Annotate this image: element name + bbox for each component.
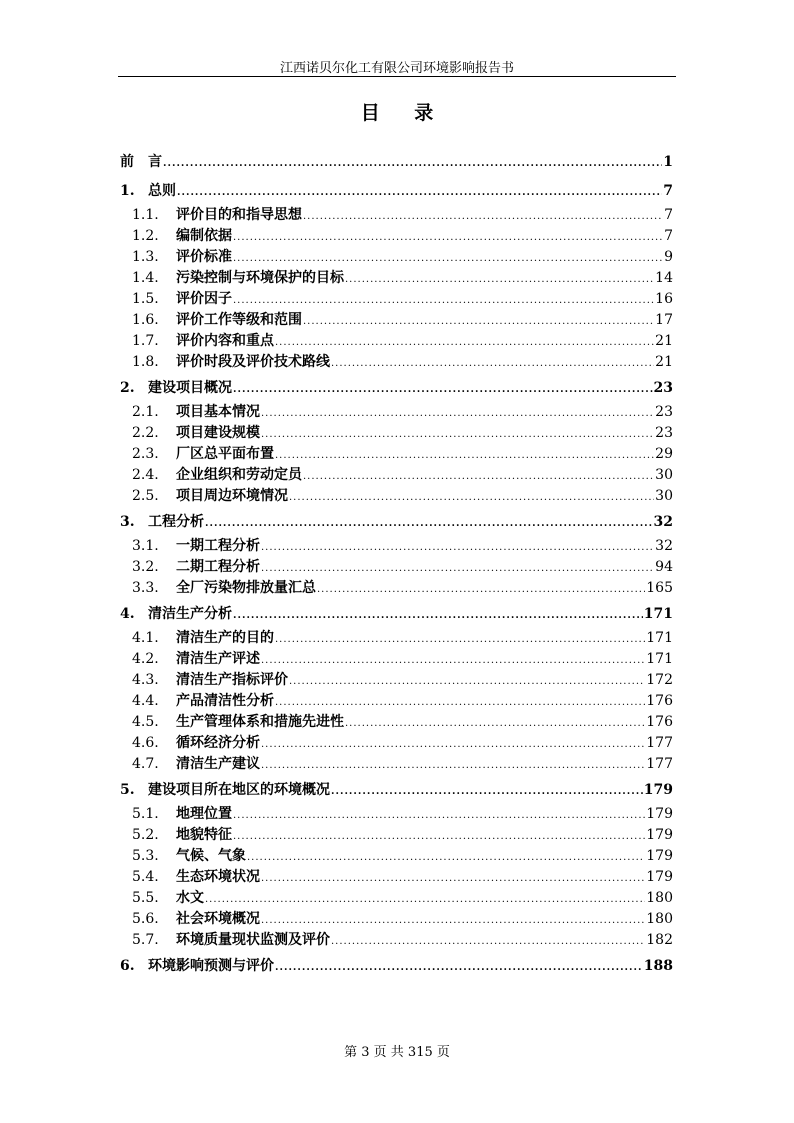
toc-entry-number: 5.2. (132, 827, 159, 843)
toc-leader-dots (331, 358, 654, 369)
toc-entry-number: 3.1. (132, 538, 159, 554)
toc-entry-number: 2.4. (132, 467, 159, 483)
toc-leader-dots (303, 471, 654, 482)
toc-entry-number: 4. (120, 606, 135, 622)
toc-section-entry[interactable] (120, 908, 673, 929)
toc-entry-page-number: 171 (646, 630, 673, 646)
toc-leader-dots (331, 786, 643, 797)
toc-entry-number: 4.3. (132, 672, 159, 688)
toc-entry-page-number: 30 (655, 488, 673, 504)
toc-leader-dots (233, 295, 654, 306)
toc-entry-number: 3.2. (132, 559, 159, 575)
toc-section-entry[interactable] (120, 535, 673, 556)
toc-entry-label: 地理位置 (176, 806, 232, 822)
toc-entry-number: 5.6. (132, 911, 159, 927)
toc-entry-label: 地貌特征 (176, 827, 232, 843)
toc-entry-page-number: 30 (655, 467, 673, 483)
toc-leader-dots (233, 253, 663, 264)
toc-leader-dots (247, 852, 645, 863)
toc-leader-dots (331, 936, 645, 947)
toc-entry-page-number: 176 (646, 714, 673, 730)
toc-leader-dots (205, 894, 645, 905)
toc-entry-number: 1.7. (132, 333, 159, 349)
toc-entry-page-number: 172 (646, 672, 673, 688)
toc-entry-page-number: 182 (646, 932, 673, 948)
toc-leader-dots (275, 697, 645, 708)
toc-leader-dots (261, 429, 654, 440)
toc-leader-dots (275, 450, 654, 461)
toc-section-entry[interactable] (120, 485, 673, 506)
toc-entry-label: 清洁生产指标评价 (176, 672, 288, 688)
toc-entry-number: 3.3. (132, 580, 159, 596)
toc-leader-dots (233, 610, 643, 621)
toc-chapter-entry[interactable] (120, 180, 673, 204)
toc-leader-dots (275, 337, 654, 348)
toc-section-entry[interactable] (120, 669, 673, 690)
toc-entry-label: 清洁生产的目的 (176, 630, 274, 646)
toc-entry-label: 气候、气象 (176, 848, 246, 864)
toc-chapter-entry[interactable] (120, 603, 673, 627)
toc-entry-label: 环境质量现状监测及评价 (176, 932, 330, 948)
toc-entry-label: 企业组织和劳动定员 (176, 467, 302, 483)
toc-entry-label: 项目建设规模 (176, 425, 260, 441)
toc-entry-number: 1.4. (132, 270, 159, 286)
toc-entry-label: 项目基本情况 (176, 404, 260, 420)
toc-entry-number: 5.7. (132, 932, 159, 948)
toc-entry-number: 3. (120, 514, 135, 530)
toc-entry-page-number: 14 (655, 270, 673, 286)
toc-entry-label: 评价标准 (176, 249, 232, 265)
toc-section-entry[interactable] (120, 267, 673, 288)
toc-entry-page-number: 177 (646, 756, 673, 772)
toc-entry-number: 4.4. (132, 693, 159, 709)
toc-entry-page-number: 32 (653, 514, 673, 530)
toc-entry-page-number: 179 (646, 869, 673, 885)
toc-entry-label: 建设项目概况 (148, 380, 232, 396)
toc-leader-dots (303, 211, 663, 222)
toc-entry-page-number: 188 (643, 958, 673, 974)
toc-entry-label: 评价因子 (176, 291, 232, 307)
toc-section-entry[interactable] (120, 732, 673, 753)
toc-section-entry[interactable] (120, 824, 673, 845)
toc-entry-page-number: 7 (663, 183, 673, 199)
page-footer: 第 3 页 共 315 页 (344, 1045, 450, 1060)
toc-chapter-entry[interactable] (120, 779, 673, 803)
toc-leader-dots (303, 316, 654, 327)
toc-entry-number: 2.5. (132, 488, 159, 504)
toc-entry-label: 清洁生产评述 (176, 651, 260, 667)
toc-section-entry[interactable] (120, 443, 673, 464)
toc-leader-dots (233, 810, 645, 821)
toc-leader-dots (289, 492, 654, 503)
toc-entry-number: 4.1. (132, 630, 159, 646)
toc-section-entry[interactable] (120, 309, 673, 330)
toc-leader-dots (261, 760, 645, 771)
toc-section-entry[interactable] (120, 401, 673, 422)
toc-leader-dots (233, 384, 653, 395)
toc-entry-page-number: 29 (655, 446, 673, 462)
toc-entry-number: 4.7. (132, 756, 159, 772)
toc-leader-dots (233, 232, 663, 243)
toc-entry-number: 2. (120, 380, 135, 396)
toc-leader-dots (261, 542, 654, 553)
toc-entry-label: 社会环境概况 (176, 911, 260, 927)
toc-leader-dots (275, 962, 643, 973)
toc-leader-dots (289, 676, 645, 687)
toc-section-entry[interactable] (120, 225, 673, 246)
toc-entry-label: 一期工程分析 (176, 538, 260, 554)
toc-entry-page-number: 179 (643, 782, 673, 798)
toc-entry-label: 前 言 (120, 154, 162, 170)
toc-entry-page-number: 21 (655, 354, 673, 370)
toc-entry-label: 项目周边环境情况 (176, 488, 288, 504)
toc-leader-dots (345, 718, 645, 729)
toc-entry-page-number: 180 (646, 911, 673, 927)
toc-leader-dots (261, 563, 654, 574)
toc-entry-number: 6. (120, 958, 135, 974)
toc-entry-label: 总则 (148, 183, 176, 199)
toc-entry-number: 5.3. (132, 848, 159, 864)
toc-entry-label: 循环经济分析 (176, 735, 260, 751)
toc-section-entry[interactable] (120, 204, 673, 225)
toc-entry-page-number: 32 (655, 538, 673, 554)
toc-entry-page-number: 165 (646, 580, 673, 596)
toc-entry-label: 全厂污染物排放量汇总 (176, 580, 316, 596)
toc-entry-page-number: 94 (655, 559, 673, 575)
toc-entry-label: 生产管理体系和措施先进性 (176, 714, 344, 730)
toc-entry-number: 1. (120, 183, 135, 199)
toc-entry-label: 清洁生产分析 (148, 606, 232, 622)
toc-chapter-entry[interactable] (120, 377, 673, 401)
toc-entry-label: 产品清洁性分析 (176, 693, 274, 709)
toc-entry-label: 环境影响预测与评价 (148, 958, 274, 974)
toc-leader-dots (163, 158, 662, 169)
toc-entry-label: 编制依据 (176, 228, 232, 244)
toc-leader-dots (261, 655, 645, 666)
toc-chapter-entry[interactable] (120, 955, 673, 979)
toc-section-entry[interactable] (120, 351, 673, 372)
toc-entry-label: 工程分析 (148, 514, 204, 530)
toc-entry-page-number: 1 (663, 154, 673, 170)
toc-section-entry[interactable] (120, 288, 673, 309)
toc-section-entry[interactable] (120, 711, 673, 732)
toc-entry-number: 4.5. (132, 714, 159, 730)
toc-entry-number: 1.5. (132, 291, 159, 307)
toc-entry-page-number: 176 (646, 693, 673, 709)
toc-section-entry[interactable] (120, 556, 673, 577)
toc-section-entry[interactable] (120, 330, 673, 351)
toc-entry-number: 2.1. (132, 404, 159, 420)
toc-entry-label: 评价工作等级和范围 (176, 312, 302, 328)
toc-entry-number: 1.1. (132, 207, 159, 223)
toc-entry-page-number: 23 (655, 404, 673, 420)
toc-entry-number: 1.3. (132, 249, 159, 265)
toc-leader-dots (261, 915, 645, 926)
toc-entry-page-number: 177 (646, 735, 673, 751)
toc-entry-page-number: 23 (653, 380, 673, 396)
toc-entry-page-number: 179 (646, 827, 673, 843)
toc-entry-label: 污染控制与环境保护的目标 (176, 270, 344, 286)
toc-section-entry[interactable] (120, 577, 673, 598)
toc-entry-page-number: 16 (655, 291, 673, 307)
toc-entry-page-number: 171 (646, 651, 673, 667)
toc-leader-dots (233, 831, 645, 842)
toc-section-entry[interactable] (120, 422, 673, 443)
toc-leader-dots (345, 274, 654, 285)
toc-entry-page-number: 179 (646, 848, 673, 864)
toc-section-entry[interactable] (120, 690, 673, 711)
header-divider (118, 76, 676, 77)
toc-entry-label: 水文 (176, 890, 204, 906)
toc-chapter-entry[interactable] (120, 511, 673, 535)
toc-entry-label: 生态环境状况 (176, 869, 260, 885)
toc-entry-number: 1.2. (132, 228, 159, 244)
toc-section-entry[interactable] (120, 648, 673, 669)
toc-entry-label: 厂区总平面布置 (176, 446, 274, 462)
toc-entry-page-number: 7 (664, 207, 673, 223)
toc-section-entry[interactable] (120, 753, 673, 774)
page-header: 江西诺贝尔化工有限公司环境影响报告书 (279, 61, 514, 76)
toc-section-entry[interactable] (120, 929, 673, 950)
toc-entry-page-number: 179 (646, 806, 673, 822)
toc-entry-number: 2.2. (132, 425, 159, 441)
toc-entry-number: 1.8. (132, 354, 159, 370)
toc-entry-number: 4.6. (132, 735, 159, 751)
toc-section-entry[interactable] (120, 246, 673, 267)
toc-leader-dots (317, 584, 645, 595)
toc-entry-label: 建设项目所在地区的环境概况 (148, 782, 330, 798)
toc-entry-page-number: 7 (664, 228, 673, 244)
toc-entry-page-number: 17 (655, 312, 673, 328)
toc-section-entry[interactable] (120, 464, 673, 485)
toc-leader-dots (205, 518, 653, 529)
toc-entry-label: 清洁生产建议 (176, 756, 260, 772)
toc-leader-dots (177, 187, 662, 198)
toc-entry-label: 评价目的和指导思想 (176, 207, 302, 223)
toc-entry-page-number: 171 (643, 606, 673, 622)
toc-leader-dots (261, 873, 645, 884)
toc-entry-number: 5. (120, 782, 135, 798)
toc-entry-number: 2.3. (132, 446, 159, 462)
toc-section-entry[interactable] (120, 845, 673, 866)
toc-entry-page-number: 23 (655, 425, 673, 441)
toc-leader-dots (275, 634, 645, 645)
toc-entry-label: 二期工程分析 (176, 559, 260, 575)
toc-entry-number: 5.4. (132, 869, 159, 885)
toc-section-entry[interactable] (120, 627, 673, 648)
toc-leader-dots (261, 739, 645, 750)
toc-entry-number: 1.6. (132, 312, 159, 328)
toc-entry-label: 评价时段及评价技术路线 (176, 354, 330, 370)
toc-section-entry[interactable] (120, 803, 673, 824)
toc-chapter-entry[interactable] (120, 151, 673, 175)
toc-entry-page-number: 180 (646, 890, 673, 906)
toc-entry-number: 5.5. (132, 890, 159, 906)
table-of-contents (120, 146, 673, 979)
toc-entry-page-number: 21 (655, 333, 673, 349)
toc-entry-page-number: 9 (664, 249, 673, 265)
toc-entry-number: 4.2. (132, 651, 159, 667)
toc-entry-label: 评价内容和重点 (176, 333, 274, 349)
toc-section-entry[interactable] (120, 887, 673, 908)
toc-leader-dots (261, 408, 654, 419)
toc-entry-number: 5.1. (132, 806, 159, 822)
toc-section-entry[interactable] (120, 866, 673, 887)
toc-title: 目 录 (360, 102, 448, 124)
